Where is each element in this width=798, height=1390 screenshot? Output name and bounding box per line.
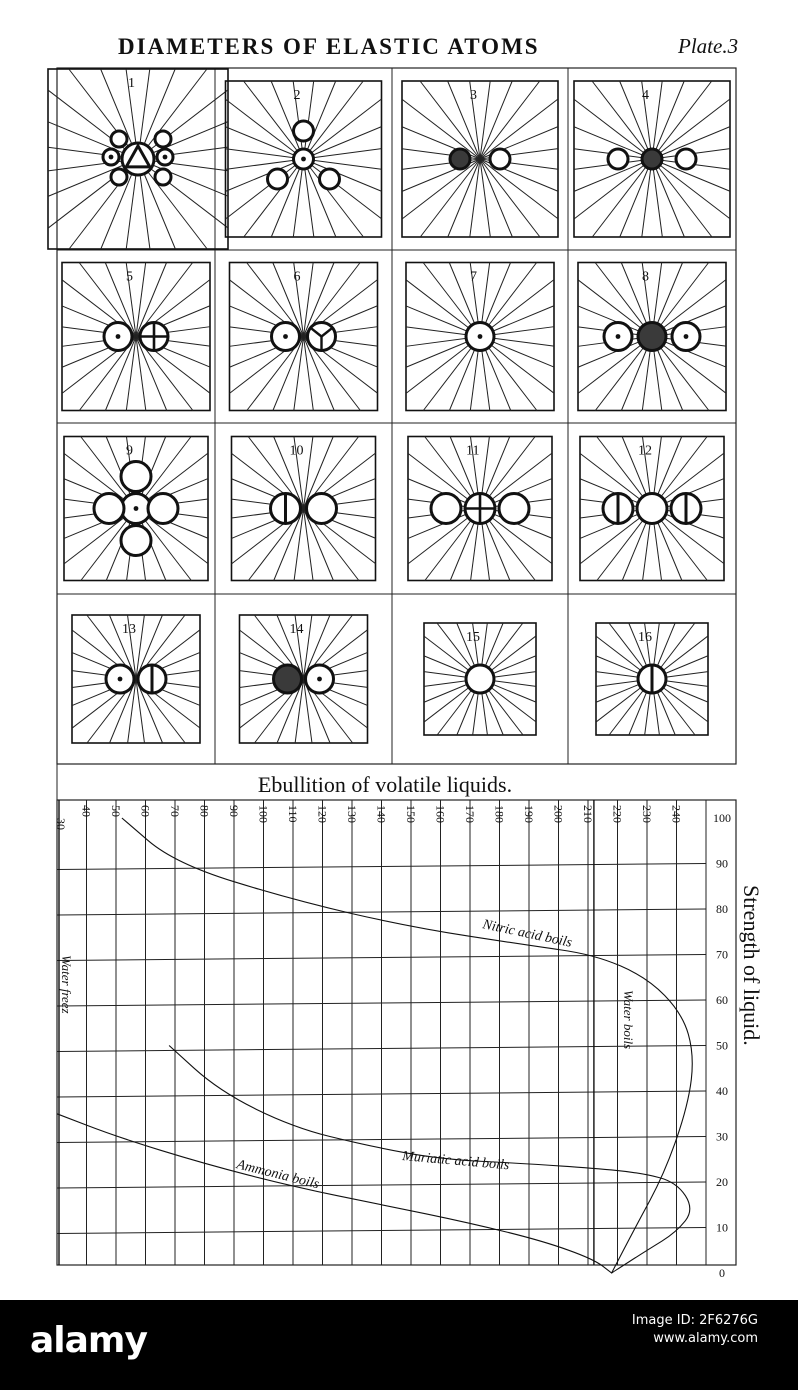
atom-plain [155,131,171,147]
atom-plain [294,121,314,141]
atom-dot [272,323,300,351]
atom-circle [320,169,340,189]
panel-number: 5 [126,269,133,285]
atom-filled [638,323,666,351]
atom-circle [638,323,666,351]
atom-dot [104,323,132,351]
series-label: Ammonia boils [235,1157,321,1193]
x-tick-label: 30 [54,818,68,830]
atom-panel [230,263,378,411]
x-tick-label: 40 [79,805,94,817]
atom-center-dot [283,334,288,339]
annotation-label: Water freez [59,955,74,1014]
panel-number: 14 [289,622,304,637]
atom-plain [111,169,127,185]
y-tick-label: 60 [716,993,728,1007]
x-tick-label: 210 [581,805,595,823]
panel-rays [230,263,378,411]
atom-plain [490,149,510,169]
atom-panel [574,81,730,237]
panel-number: 4 [642,88,649,103]
atom-circle [155,131,171,147]
panel-rays [62,263,210,411]
atom-dot [103,149,119,165]
y-tick-label: 80 [716,902,728,916]
atom-circle [148,494,178,524]
series-label: Nitric acid boils [481,917,574,951]
atom-plain [148,494,178,524]
atom-center-dot [301,157,306,162]
ebullition-chart [54,764,764,1280]
atom-center-dot [118,677,123,682]
x-tick-label: 120 [315,805,330,823]
x-tick-label: 50 [109,805,123,817]
atom-panel [578,263,726,411]
atom-filled [450,149,470,169]
atom-circle [155,169,171,185]
annotation-label: Water boils [621,990,636,1050]
atom-center-dot [116,334,121,339]
atom-plain [121,462,151,492]
atom-circle [268,169,288,189]
atom-plain [94,494,124,524]
y-tick-label: 0 [719,1266,725,1280]
watermark-id [632,1312,758,1348]
plate-number: Plate.3 [678,34,739,58]
atom-plain [111,131,127,147]
atom-plain [466,665,494,693]
panel-rays [402,81,558,237]
atom-circle [637,494,667,524]
atom-panel [402,81,558,237]
atom-dot [604,323,632,351]
atom-grid [48,68,736,764]
atom-dot [294,149,314,169]
x-tick-label: 80 [197,805,212,817]
y-tick-label: 20 [716,1175,728,1189]
x-tick-label: 100 [256,805,271,823]
panel-number: 8 [642,269,649,285]
x-tick-labels [54,805,684,830]
atom-plain [268,169,288,189]
atom-panel [48,69,228,249]
panel-number: 2 [293,88,301,103]
atom-circle [608,149,628,169]
panel-number: 13 [122,622,136,637]
atom-dot [306,665,334,693]
atom-circle [307,494,337,524]
atom-triangle [122,143,154,175]
watermark-image-id: Image ID: 2F6276G [631,1313,758,1328]
x-tick-label: 200 [551,805,566,823]
panel-number: 15 [466,630,480,645]
atom-circle [121,526,151,556]
atom-plain [307,494,337,524]
panel-number: 7 [470,269,477,285]
atom-circle [94,494,124,524]
y-tick-label: 100 [713,811,731,825]
atom-plain [121,526,151,556]
atom-panel [240,615,368,743]
y-tick-labels [713,811,731,1280]
watermark-logo: alamy [30,1320,147,1361]
x-tick-label: 60 [138,805,153,817]
chart-title: Ebullition of volatile liquids. [257,772,513,797]
atom-panel [72,615,200,743]
panel-number: 10 [289,443,304,459]
y-tick-label: 90 [716,856,728,871]
y-tick-label: 70 [716,947,728,962]
x-tick-label: 170 [463,805,477,823]
atom-circle [111,131,127,147]
x-tick-label: 180 [492,805,507,823]
atom-panel [596,623,708,735]
atom-panel [64,437,208,581]
atom-plain [499,494,529,524]
x-tick-label: 150 [404,805,418,823]
atom-panel [62,263,210,411]
y-tick-label: 50 [716,1038,728,1053]
atom-panel [408,437,552,581]
atom-filled [642,149,662,169]
atom-vline [603,494,633,524]
panel-number: 9 [126,443,133,459]
atom-filled [274,665,302,693]
atom-circle [490,149,510,169]
x-tick-label: 130 [345,805,359,823]
atom-cross [465,494,495,524]
atom-center-dot [134,506,139,511]
atom-circle [642,149,662,169]
atom-circle [294,121,314,141]
atom-center-dot [684,334,689,339]
atom-center-dot [478,334,483,339]
x-tick-label: 190 [522,805,536,823]
x-tick-label: 230 [640,805,654,823]
atom-plain [155,169,171,185]
atom-y [308,323,336,351]
panel-number: 12 [638,443,652,459]
atom-plain [637,494,667,524]
watermark-bar [0,1300,798,1390]
y-tick-label: 30 [716,1129,728,1144]
atom-vline [271,494,301,524]
atom-dot [672,323,700,351]
x-tick-label: 110 [286,805,300,823]
atom-center-dot [109,155,114,160]
atom-cross [140,323,168,351]
atom-vline [138,665,166,693]
panel-rays [72,615,200,743]
atom-plain [608,149,628,169]
atom-dot [157,149,173,165]
atom-panel [232,437,376,581]
atom-plain [431,494,461,524]
x-tick-label: 160 [433,805,448,823]
y-axis-label: Strength of liquid. [739,885,764,1046]
atom-circle [274,665,302,693]
atom-circle [431,494,461,524]
atom-circle [111,169,127,185]
atom-circle [121,462,151,492]
atom-plain [676,149,696,169]
panel-number: 16 [638,630,652,645]
atom-panel [580,437,724,581]
atom-dot [466,323,494,351]
atom-center-dot [616,334,621,339]
panel-number: 11 [466,443,480,459]
series-label: Muriatic acid boils [401,1149,510,1174]
atom-panel [226,81,382,237]
panel-number: 1 [128,76,135,91]
y-tick-label: 40 [716,1084,728,1098]
x-tick-label: 90 [227,805,241,817]
panel-number: 6 [293,269,301,285]
atom-vline [638,665,666,693]
atom-center-dot [317,677,322,682]
atom-circle [676,149,696,169]
x-tick-label: 140 [374,805,389,823]
atom-circle [466,665,494,693]
x-tick-label: 220 [610,805,625,823]
plate-title: DIAMETERS OF ELASTIC ATOMS [118,34,540,59]
panel-rays [240,615,368,743]
atom-dot [106,665,134,693]
chart-series [57,818,692,1273]
x-tick-label: 70 [168,805,182,817]
series-line [122,818,692,1273]
y-tick-label: 10 [716,1220,728,1235]
atom-panel [424,623,536,735]
panel-number: 3 [470,88,477,103]
x-tick-label: 240 [669,805,684,823]
atom-circle [450,149,470,169]
atom-panel [406,263,554,411]
atom-vline [671,494,701,524]
atom-circle [499,494,529,524]
atom-plain [320,169,340,189]
panel-rays [232,437,376,581]
atom-center-dot [163,155,168,160]
watermark-url: www.alamy.com [653,1331,758,1346]
